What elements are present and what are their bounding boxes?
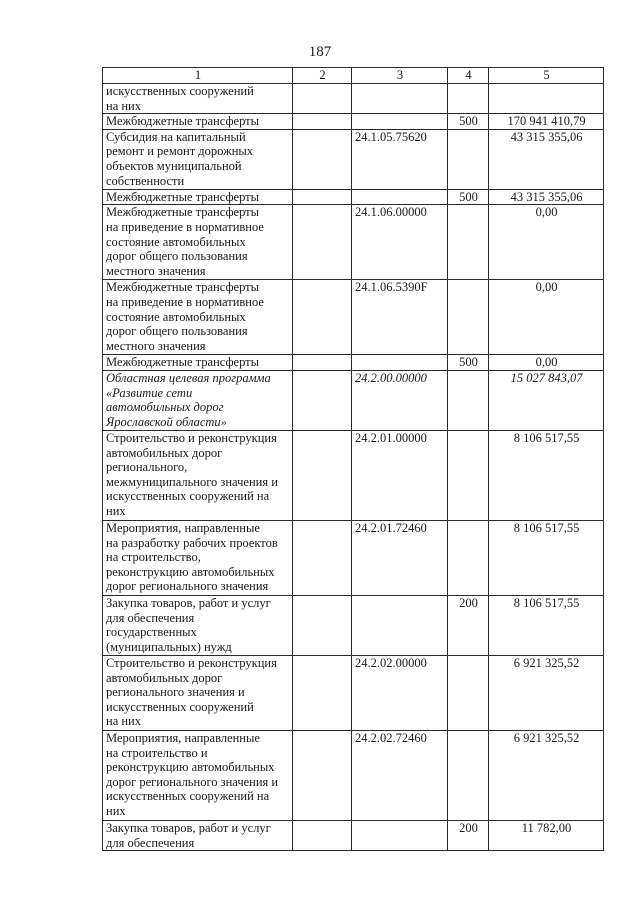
row-kind-cell: 500 (448, 189, 489, 205)
column-header: 3 (352, 68, 448, 84)
row-name-cell: Субсидия на капитальный ремонт и ремонт дорожных объектов муниципальной собственности (103, 129, 293, 189)
row-name-cell: Мероприятия, направленные на разработку рабочих проектов на строительство, реконструкцию автомобильных дорог регионального значения (103, 520, 293, 595)
row-column2-cell (293, 430, 352, 520)
row-name-cell: Закупка товаров, работ и услуг для обеспечения (103, 820, 293, 850)
table-row (103, 355, 604, 371)
row-code-cell: 24.2.01.72460 (352, 520, 448, 595)
row-kind-cell: 200 (448, 820, 489, 850)
row-code-cell (352, 595, 448, 655)
row-name-cell: искусственных сооружений на них (103, 84, 293, 114)
row-amount-cell: 6 921 325,52 (489, 655, 604, 730)
row-name-cell: Межбюджетные трансферты на приведение в нормативное состояние автомобильных дорог общего пользования местного значения (103, 205, 293, 280)
table-row (103, 114, 604, 130)
row-column2-cell (293, 520, 352, 595)
row-amount-cell: 43 315 355,06 (489, 189, 604, 205)
row-kind-cell (448, 430, 489, 520)
row-amount-cell: 43 315 355,06 (489, 129, 604, 189)
table-row (103, 430, 604, 520)
row-column2-cell (293, 730, 352, 820)
column-header: 4 (448, 68, 489, 84)
row-name-cell: Закупка товаров, работ и услуг для обеспечения государственных (муниципальных) нужд (103, 595, 293, 655)
row-amount-cell (489, 84, 604, 114)
table-row (103, 370, 604, 430)
row-kind-cell (448, 370, 489, 430)
row-amount-cell: 8 106 517,55 (489, 430, 604, 520)
table-row (103, 189, 604, 205)
row-amount-cell: 0,00 (489, 355, 604, 371)
row-code-cell: 24.2.02.00000 (352, 655, 448, 730)
row-name-cell: Строительство и реконструкция автомобильных дорог регионального, межмуниципального значения и искусственных сооружений на них (103, 430, 293, 520)
row-amount-cell: 0,00 (489, 205, 604, 280)
row-code-cell (352, 84, 448, 114)
column-header: 1 (103, 68, 293, 84)
column-header: 2 (293, 68, 352, 84)
row-name-cell: Межбюджетные трансферты на приведение в нормативное состояние автомобильных дорог общего пользования местного значения (103, 280, 293, 355)
row-name-cell: Межбюджетные трансферты (103, 355, 293, 371)
row-kind-cell: 500 (448, 114, 489, 130)
row-column2-cell (293, 84, 352, 114)
row-column2-cell (293, 655, 352, 730)
row-column2-cell (293, 205, 352, 280)
row-kind-cell (448, 520, 489, 595)
table-row (103, 655, 604, 730)
row-amount-cell: 8 106 517,55 (489, 520, 604, 595)
row-code-cell: 24.2.02.72460 (352, 730, 448, 820)
row-column2-cell (293, 370, 352, 430)
row-code-cell (352, 355, 448, 371)
row-column2-cell (293, 355, 352, 371)
table-row (103, 820, 604, 850)
row-kind-cell (448, 730, 489, 820)
row-kind-cell: 200 (448, 595, 489, 655)
row-kind-cell (448, 205, 489, 280)
row-kind-cell (448, 280, 489, 355)
row-amount-cell: 8 106 517,55 (489, 595, 604, 655)
row-kind-cell (448, 655, 489, 730)
row-column2-cell (293, 114, 352, 130)
table-row (103, 595, 604, 655)
row-column2-cell (293, 129, 352, 189)
row-amount-cell: 15 027 843,07 (489, 370, 604, 430)
row-column2-cell (293, 280, 352, 355)
table-row (103, 280, 604, 355)
row-code-cell: 24.1.05.75620 (352, 129, 448, 189)
row-amount-cell: 11 782,00 (489, 820, 604, 850)
row-column2-cell (293, 820, 352, 850)
row-code-cell: 24.1.06.5390F (352, 280, 448, 355)
table-header-row (103, 68, 604, 84)
row-name-cell: Межбюджетные трансферты (103, 189, 293, 205)
column-header: 5 (489, 68, 604, 84)
row-column2-cell (293, 595, 352, 655)
row-amount-cell: 170 941 410,79 (489, 114, 604, 130)
table-row (103, 129, 604, 189)
table-row (103, 520, 604, 595)
row-code-cell: 24.2.01.00000 (352, 430, 448, 520)
row-code-cell: 24.2.00.00000 (352, 370, 448, 430)
row-kind-cell: 500 (448, 355, 489, 371)
budget-table (102, 67, 604, 851)
row-code-cell (352, 189, 448, 205)
table-row (103, 730, 604, 820)
table-row (103, 205, 604, 280)
row-column2-cell (293, 189, 352, 205)
row-name-cell: Мероприятия, направленные на строительство и реконструкцию автомобильных дорог регионального значения и искусственных сооружений на них (103, 730, 293, 820)
row-amount-cell: 6 921 325,52 (489, 730, 604, 820)
row-kind-cell (448, 84, 489, 114)
page-number: 187 (308, 44, 332, 60)
row-amount-cell: 0,00 (489, 280, 604, 355)
row-code-cell (352, 820, 448, 850)
row-code-cell (352, 114, 448, 130)
table-row (103, 84, 604, 114)
row-name-cell: Межбюджетные трансферты (103, 114, 293, 130)
row-code-cell: 24.1.06.00000 (352, 205, 448, 280)
row-name-cell: Строительство и реконструкция автомобильных дорог регионального значения и искусственных сооружений на них (103, 655, 293, 730)
row-kind-cell (448, 129, 489, 189)
row-name-cell: Областная целевая программа «Развитие сети автомобильных дорог Ярославской области» (103, 370, 293, 430)
